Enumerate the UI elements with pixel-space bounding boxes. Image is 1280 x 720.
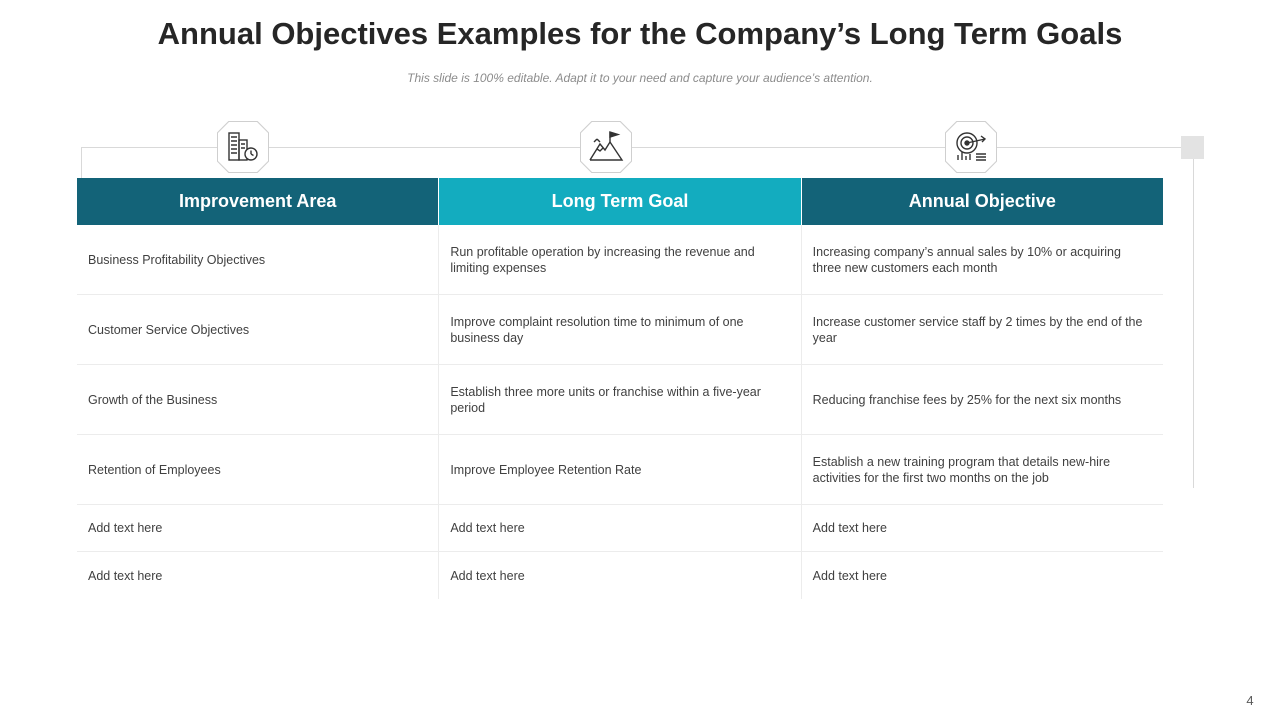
header-improvement-area: Improvement Area (77, 178, 438, 225)
table-header (77, 178, 1163, 225)
slide-title: Annual Objectives Examples for the Company’s Long Term Goals (157, 16, 1123, 51)
buildings-clock-icon (226, 130, 260, 164)
table-cell: Establish a new training program that details new-hire activities for the first two months on the job (801, 435, 1163, 504)
table-row (77, 505, 1163, 552)
table-cell: Increasing company’s annual sales by 10% or acquiring three new customers each month (801, 225, 1163, 294)
long-term-goal-badge (580, 121, 632, 173)
table-cell: Improve complaint resolution time to minimum of one business day (438, 295, 800, 364)
table-row (77, 295, 1163, 365)
table-cell: Retention of Employees (88, 462, 221, 477)
annual-objective-badge (945, 121, 997, 173)
table-cell: Add text here (88, 568, 163, 583)
table-cell: Add text here (801, 505, 1163, 551)
corner-square (1181, 136, 1204, 159)
table-row (77, 552, 1163, 599)
improvement-area-badge (217, 121, 269, 173)
table-cell: Add text here (801, 552, 1163, 599)
header-annual-objective: Annual Objective (801, 178, 1163, 225)
table-cell: Customer Service Objectives (88, 322, 250, 337)
table-cell: Establish three more units or franchise within a five-year period (438, 365, 800, 434)
table-row (77, 365, 1163, 435)
target-chart-icon (953, 130, 989, 164)
connector-line-right (1193, 158, 1194, 488)
table-cell: Business Profitability Objectives (88, 252, 266, 267)
table-cell: Reducing franchise fees by 25% for the next six months (801, 365, 1163, 434)
table-cell: Growth of the Business (88, 392, 218, 407)
table-cell: Increase customer service staff by 2 times by the end of the year (801, 295, 1163, 364)
header-long-term-goal: Long Term Goal (438, 178, 800, 225)
table-row (77, 225, 1163, 295)
table-cell: Add text here (438, 505, 800, 551)
page-number: 4 (1246, 693, 1254, 708)
mountain-flag-icon (588, 130, 624, 164)
table-cell: Add text here (438, 552, 800, 599)
table-cell: Run profitable operation by increasing the revenue and limiting expenses (438, 225, 800, 294)
connector-line-left (81, 147, 82, 178)
table-cell: Add text here (88, 521, 163, 535)
slide-subtitle: This slide is 100% editable. Adapt it to your need and capture your audience’s attention. (407, 71, 873, 85)
table-cell: Improve Employee Retention Rate (438, 435, 800, 504)
table-row (77, 435, 1163, 505)
objectives-table (77, 178, 1163, 599)
